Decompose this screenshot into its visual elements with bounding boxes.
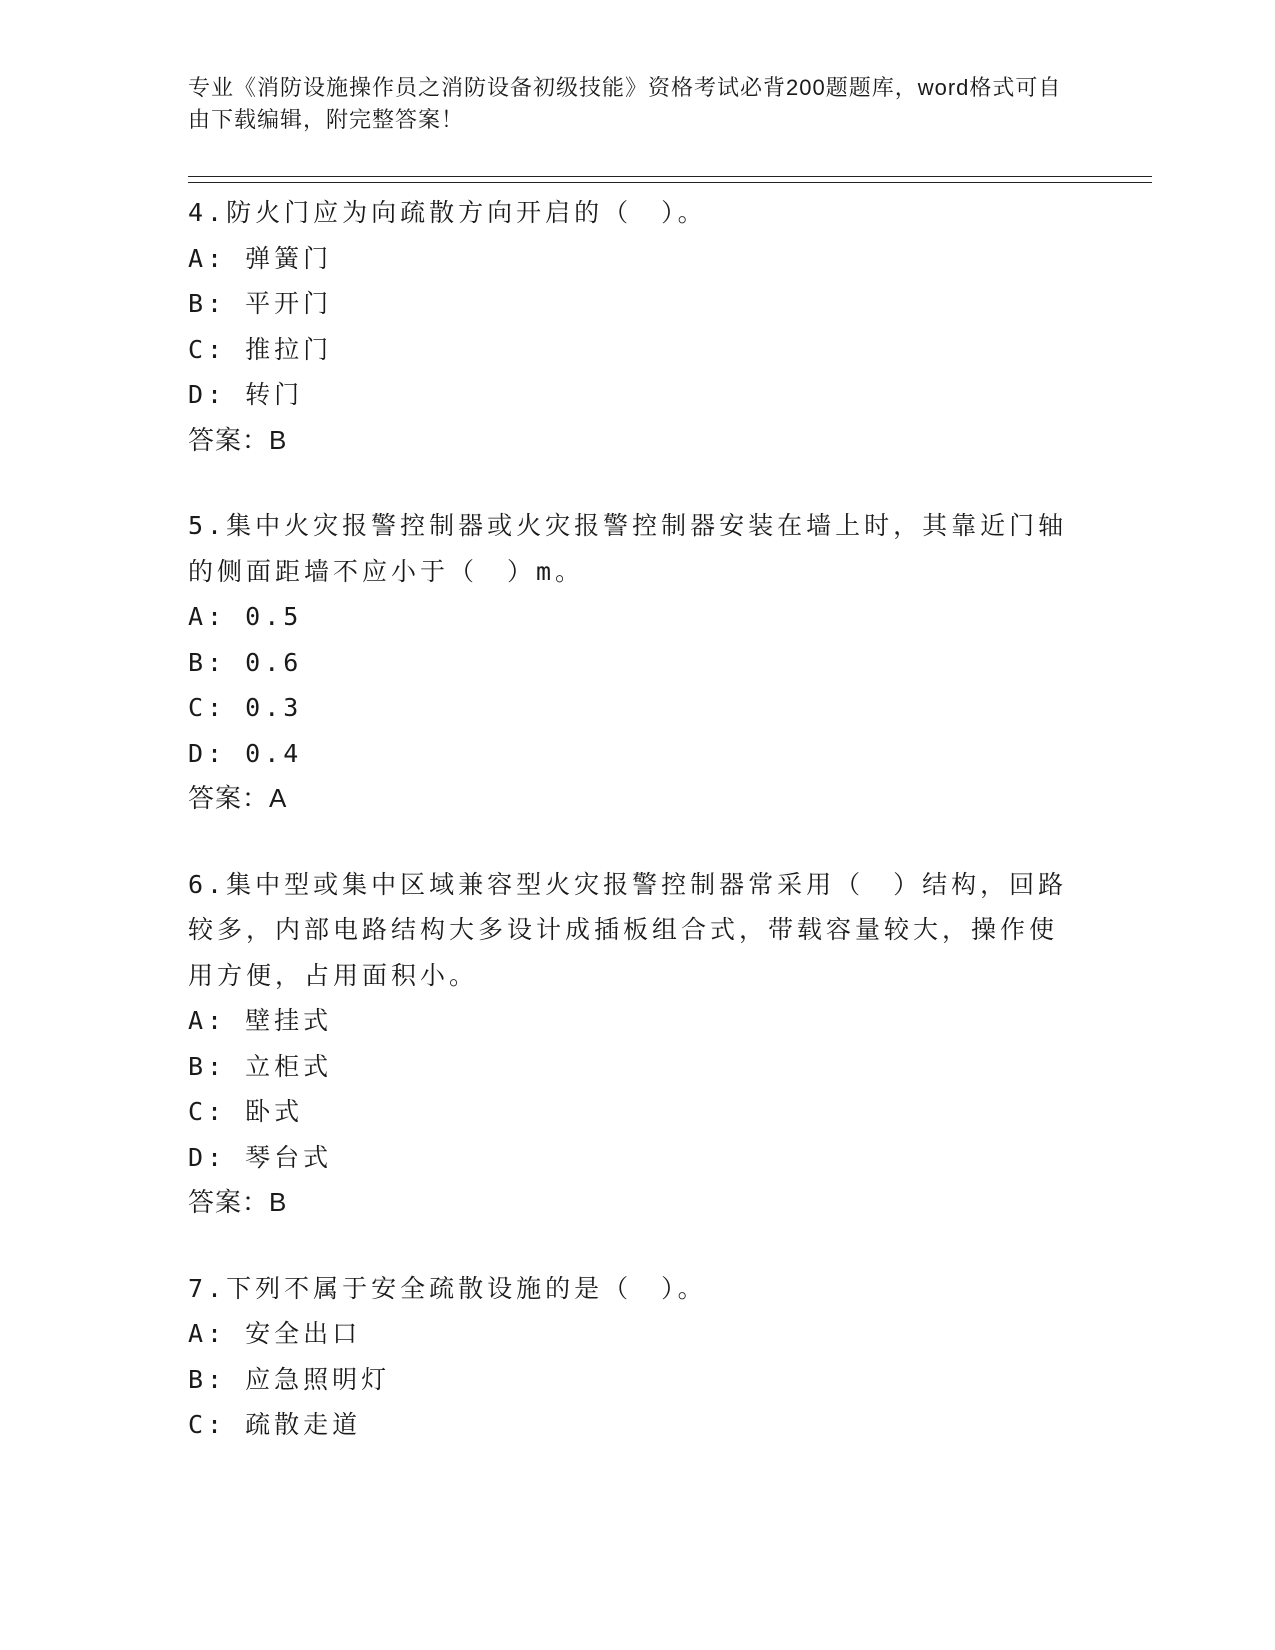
option-c: C: 0.3 <box>188 693 303 722</box>
question-6 <box>188 862 1068 1226</box>
answer-line: 答案：A <box>188 783 288 813</box>
option-b: B: 立柜式 <box>188 1051 333 1081</box>
header-divider-bottom <box>188 182 1152 183</box>
option-a: A: 0.5 <box>188 602 303 631</box>
option-a: A: 弹簧门 <box>188 243 333 273</box>
question-4 <box>188 190 1068 463</box>
header-divider-top <box>188 176 1152 177</box>
question-stem: 4.防火门应为向疏散方向开启的（ ）。 <box>188 198 707 227</box>
option-a: A: 壁挂式 <box>188 1006 333 1035</box>
option-c: C: 疏散走道 <box>188 1410 362 1439</box>
option-c: C: 卧式 <box>188 1097 304 1126</box>
question-stem: 7.下列不属于安全疏散设施的是（ ）。 <box>188 1273 707 1303</box>
option-b: B: 平开门 <box>188 289 333 318</box>
question-7 <box>188 1266 1068 1448</box>
document-header: 专业《消防设施操作员之消防设备初级技能》资格考试必背200题题库，word格式可自由下载编辑，附完整答案！ <box>188 75 1062 132</box>
question-stem: 6.集中型或集中区域兼容型火灾报警控制器常采用（ ）结构，回路较多，内部电路结构大多设计成插板组合式，带载容量较大，操作使用方便，占用面积小。 <box>188 869 1068 990</box>
answer-line: 答案：B <box>188 1187 288 1217</box>
question-list <box>188 190 1068 1488</box>
option-d: D: 0.4 <box>188 738 303 768</box>
question-5 <box>188 503 1068 822</box>
option-d: D: 转门 <box>188 380 304 409</box>
answer-line: 答案：B <box>188 424 288 455</box>
option-d: D: 琴台式 <box>188 1142 333 1172</box>
option-c: C: 推拉门 <box>188 334 333 364</box>
option-b: B: 0.6 <box>188 647 303 677</box>
option-a: A: 安全出口 <box>188 1319 362 1348</box>
option-b: B: 应急照明灯 <box>188 1364 391 1394</box>
question-stem: 5.集中火灾报警控制器或火灾报警控制器安装在墙上时，其靠近门轴的侧面距墙不应小于（ ）m。 <box>188 511 1068 586</box>
